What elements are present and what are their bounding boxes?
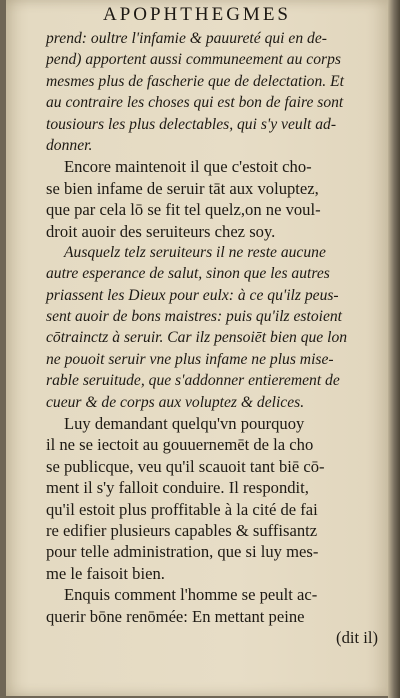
text-line: prend: oultre l'infamie & pauureté qui en de- xyxy=(46,30,327,47)
text-line: cueur & de corps aux voluptez & delices. xyxy=(46,393,305,411)
text-line: re edifier plusieurs capables & suffisantz xyxy=(46,520,318,540)
page-edge xyxy=(388,0,400,698)
text-line: me le faisoit bien. xyxy=(46,563,165,583)
text-line: rable seruitude, que s'addonner entierement de xyxy=(46,372,340,390)
text-line: il ne se iectoit au gouuernemēt de la cho xyxy=(46,435,314,455)
text-line: ne pouoit seruir vne plus infame ne plus mise- xyxy=(46,350,334,368)
text-line: pend) apportent aussi communeement au corps xyxy=(46,51,341,69)
body-text xyxy=(46,28,380,648)
text-line: cōtrainctz à seruir. Car ilz pensoiēt bien que lon xyxy=(46,329,348,347)
text-line: que par cela lō se fit tel quelz,on ne voul- xyxy=(46,200,321,220)
text-line: priassent les Dieux pour eulx: à ce qu'ilz peus- xyxy=(46,286,339,304)
text-line: sent auoir de bons maistres: puis qu'ilz estoient xyxy=(46,308,342,326)
text-line: Encore maintenoit il que c'estoit cho- xyxy=(64,157,312,177)
text-line: droit auoir des seruiteurs chez soy. xyxy=(46,221,276,241)
text-line: Enquis comment l'homme se peult ac- xyxy=(64,585,318,605)
text-line: se publicque, veu qu'il scauoit tant biē cō- xyxy=(46,456,325,476)
text-line: qu'il estoit plus proffitable à la cité de fai xyxy=(46,499,318,519)
text-line: mesmes plus de fascherie que de delectation. Et xyxy=(46,72,344,90)
text-line: autre esperance de salut, sinon que les autres xyxy=(46,265,330,283)
text-line: donner. xyxy=(46,136,93,154)
catchword: (dit il) xyxy=(336,627,378,647)
text-line: ment il s'y falloit conduire. Il respondit, xyxy=(46,478,309,498)
book-page xyxy=(6,0,388,696)
text-line: querir bōne renōmée: En mettant peine xyxy=(46,606,305,626)
text-line: au contraire les choses qui est bon de faire sont xyxy=(46,94,344,112)
text-line: tousiours les plus delectables, qui s'y veult ad- xyxy=(46,115,337,133)
text-line: Ausquelz telz seruiteurs il ne reste aucune xyxy=(64,243,326,261)
text-line: pour telle administration, que si luy mes- xyxy=(46,542,319,562)
text-line: se bien infame de seruir tāt aux voluptez, xyxy=(46,178,319,198)
text-line: Luy demandant quelqu'vn pourquoy xyxy=(64,414,305,434)
running-title: APOPHTHEGMES xyxy=(102,4,292,25)
